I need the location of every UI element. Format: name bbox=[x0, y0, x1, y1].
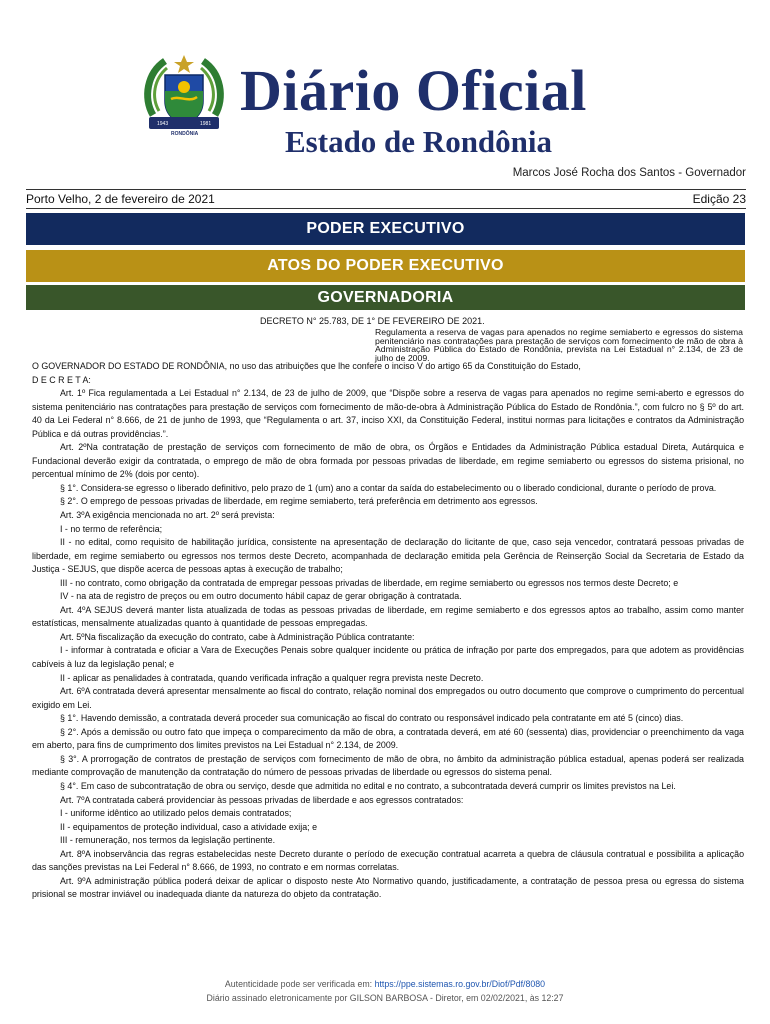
edition-number: Edição 23 bbox=[692, 192, 746, 206]
section-band-poder-executivo: PODER EXECUTIVO bbox=[26, 213, 745, 245]
decree-paragraph: § 1°. Havendo demissão, a contratada deverá proceder sua comunicação ao fiscal do contrato ou responsável indicado pela contratante em até 5 (cinco) dias. bbox=[60, 713, 684, 724]
governor-line: Marcos José Rocha dos Santos - Governador bbox=[512, 167, 746, 179]
svg-text:1981: 1981 bbox=[200, 121, 212, 127]
decree-paragraph: I - uniforme idêntico ao utilizado pelos demais contratados; bbox=[60, 808, 292, 819]
state-coat-of-arms-icon bbox=[143, 53, 225, 139]
dateline bbox=[26, 189, 746, 209]
decree-paragraph: O GOVERNADOR DO ESTADO DE RONDÔNIA, no uso das atribuições que lhe confere o inciso V do artigo 65 da Constituição do Estado, bbox=[32, 361, 581, 371]
masthead bbox=[0, 0, 770, 180]
decree-paragraph: § 2°. O emprego de pessoas privadas de liberdade, em regime semiaberto, terá preferência em detrimento aos egressos. bbox=[60, 496, 538, 507]
decree-paragraph: Art. 7ºA contratada caberá providenciar às pessoas privadas de liberdade e aos egressos contratados: bbox=[60, 794, 464, 805]
section-band-atos: ATOS DO PODER EXECUTIVO bbox=[26, 250, 745, 282]
decree-paragraph: IV - na ata de registro de preços ou em outro documento hábil capaz de gerar obrigação à contratada. bbox=[60, 591, 462, 602]
decree-heading: DECRETO N° 25.783, DE 1° DE FEVEREIRO DE 2021. bbox=[260, 316, 485, 326]
decree-paragraph: Art. 2ºNa contratação de prestação de serviços com fornecimento de mão de obra, os Órgãos e Entidades da Administração Pública estadual Direta, Autárquica e Fundacional deverão exigir da contratada, o emprego de mão de obra formada por pessoas privadas de liberdade, em regime semiaberto ou egressos do sistema prisional, no percentual mínimo de 2% (dois por cento). bbox=[32, 442, 744, 480]
decree-paragraph: III - no contrato, como obrigação da contratada de empregar pessoas privadas de liberdade, em regime semiaberto ou egressos nos termos deste Decreto; e bbox=[60, 577, 679, 588]
page-title: Diário Oficial bbox=[240, 58, 587, 123]
decree-paragraph: I - informar à contratada e oficiar a Vara de Execuções Penais sobre qualquer incidente ou prática de infração por parte dos empregados, para que adotem as providências cabíveis à luz da legislação penal; e bbox=[32, 645, 744, 670]
decree-paragraph: III - remuneração, nos termos da legislação pertinente. bbox=[60, 835, 276, 846]
authenticity-link[interactable]: https://ppe.sistemas.ro.gov.br/Diof/Pdf/8080 bbox=[374, 979, 546, 989]
signature-note: Diário assinado eletronicamente por GILSON BARBOSA - Diretor, em 02/02/2021, às 12:27 bbox=[206, 993, 564, 1003]
authenticity-text: Autenticidade pode ser verificada em: bbox=[224, 979, 375, 989]
page-subtitle: Estado de Rondônia bbox=[285, 124, 553, 159]
decree-paragraph: Art. 5ºNa fiscalização da execução do contrato, cabe à Administração Pública contratante: bbox=[60, 631, 415, 642]
decree-paragraph: § 3°. A prorrogação de contratos de prestação de serviços com fornecimento de mão de obra, no âmbito da administração pública estadual, apenas poderá ser realizada mediante comprovação de manutenção da contratação do número de pessoas privadas de liberdade ou egressos do sistema penal. bbox=[32, 753, 744, 778]
decree-paragraph: Art. 6ºA contratada deverá apresentar mensalmente ao fiscal do contrato, relação nominal dos empregados ou outro documento que comprove o cumprimento do percentual exigido em Lei. bbox=[32, 686, 744, 710]
decree-ementa: Regulamenta a reserva de vagas para apenados no regime semiaberto e egressos do sistema penitenciário nas contratações para prestação de serviços com fornecimento de mão de obra à Administração Pública do Estado de Rondônia, prevista na Lei Estadual n° 2.134, de 23 de julho de 2009. bbox=[375, 327, 743, 363]
city-date: Porto Velho, 2 de fevereiro de 2021 bbox=[26, 192, 215, 206]
decree-paragraph: Art. 9ºA administração pública poderá deixar de aplicar o disposto neste Ato Normativo quando, justificadamente, a contratação de pessoa presa ou egressa do sistema prisional se mostrar inviável ou inadequada diante da natureza do objeto da contratação. bbox=[32, 875, 744, 900]
authenticity-note bbox=[0, 979, 770, 989]
decree-paragraph: I - no termo de referência; bbox=[60, 523, 163, 534]
section-band-governadoria: GOVERNADORIA bbox=[26, 285, 745, 310]
decree-paragraph: II - aplicar as penalidades à contratada, quando verificada infração a qualquer regra prevista neste Decreto. bbox=[60, 672, 484, 683]
decree-paragraph: II - equipamentos de proteção individual, caso a atividade exija; e bbox=[60, 821, 318, 832]
decree-paragraph: § 4°. Em caso de subcontratação de obra ou serviço, desde que admitida no edital e no contrato, a subcontratada deverá cumprir os limites previstos na Lei. bbox=[60, 780, 676, 791]
svg-text:RONDÔNIA: RONDÔNIA bbox=[171, 131, 199, 137]
decree-paragraph: Art. 8ºA inobservância das regras estabelecidas neste Decreto durante o período de execução contratual acarreta a quebra de cláusula contratual e possibilita a aplicação das sanções previstas na Lei Federal n° 8.666, de 1993, no contrato e em normas correlatas. bbox=[32, 848, 744, 873]
decree-paragraph: II - no edital, como requisito de habilitação jurídica, consistente na apresentação de declaração do licitante de que, caso seja vencedor, contratará pessoas privadas de liberdade, em regime semiaberto ou egressos nos termos deste Decreto, acompanhada de declaração emitida pela Gerência de Reinserção Social da Secretaria de Estado da Justiça - SEJUS, que dispõe acerca de pessoas aptas à execução de trabalho; bbox=[32, 537, 744, 575]
decree-paragraph: Art. 1º Fica regulamentada a Lei Estadual n° 2.134, de 23 de julho de 2009, que “Dispõe sobre a reserva de vagas para apenados no regime semi-aberto e egressos do sistema penitenciário nas contratações para prestação de serviços com fornecimento de mão-de-obra à Administração Pública do Estado de Rondônia.”, com fulcro no § 5º do art. 40 da Lei Federal n° 8.666, de 21 de junho de 1993, que “Regulamenta o art. 37, inciso XXI, da Constituição Federal, institui normas para licitações e contratos da Administração Pública e dá outras providências.”. bbox=[32, 388, 744, 439]
decree-paragraph: § 2°. Após a demissão ou outro fato que impeça o comparecimento da mão de obra, a contratada deverá, em até 60 (sessenta) dias, providenciar o preenchimento da vaga em aberto, para fins de cumprimento dos limites previstos na Lei Estadual n° 2.134, de 2009. bbox=[32, 726, 744, 751]
decree-paragraph: Art. 4ºA SEJUS deverá manter lista atualizada de todas as pessoas privadas de liberdade, em regime semiaberto e dos egressos aptos ao trabalho, assim como manter estatísticas, mensalmente atualizadas quanto à quantidade de pessoas empregadas. bbox=[32, 604, 744, 629]
decree-paragraph: § 1°. Considera-se egresso o liberado definitivo, pelo prazo de 1 (um) ano a contar da saída do estabelecimento ou o liberado condicional, durante o período de prova. bbox=[60, 482, 717, 493]
decree-paragraph: D E C R E T A: bbox=[32, 374, 91, 385]
decree-body bbox=[32, 360, 744, 902]
decree-paragraph: Art. 3ºA exigência mencionada no art. 2º será prevista: bbox=[60, 510, 275, 521]
svg-text:1943: 1943 bbox=[157, 121, 169, 127]
